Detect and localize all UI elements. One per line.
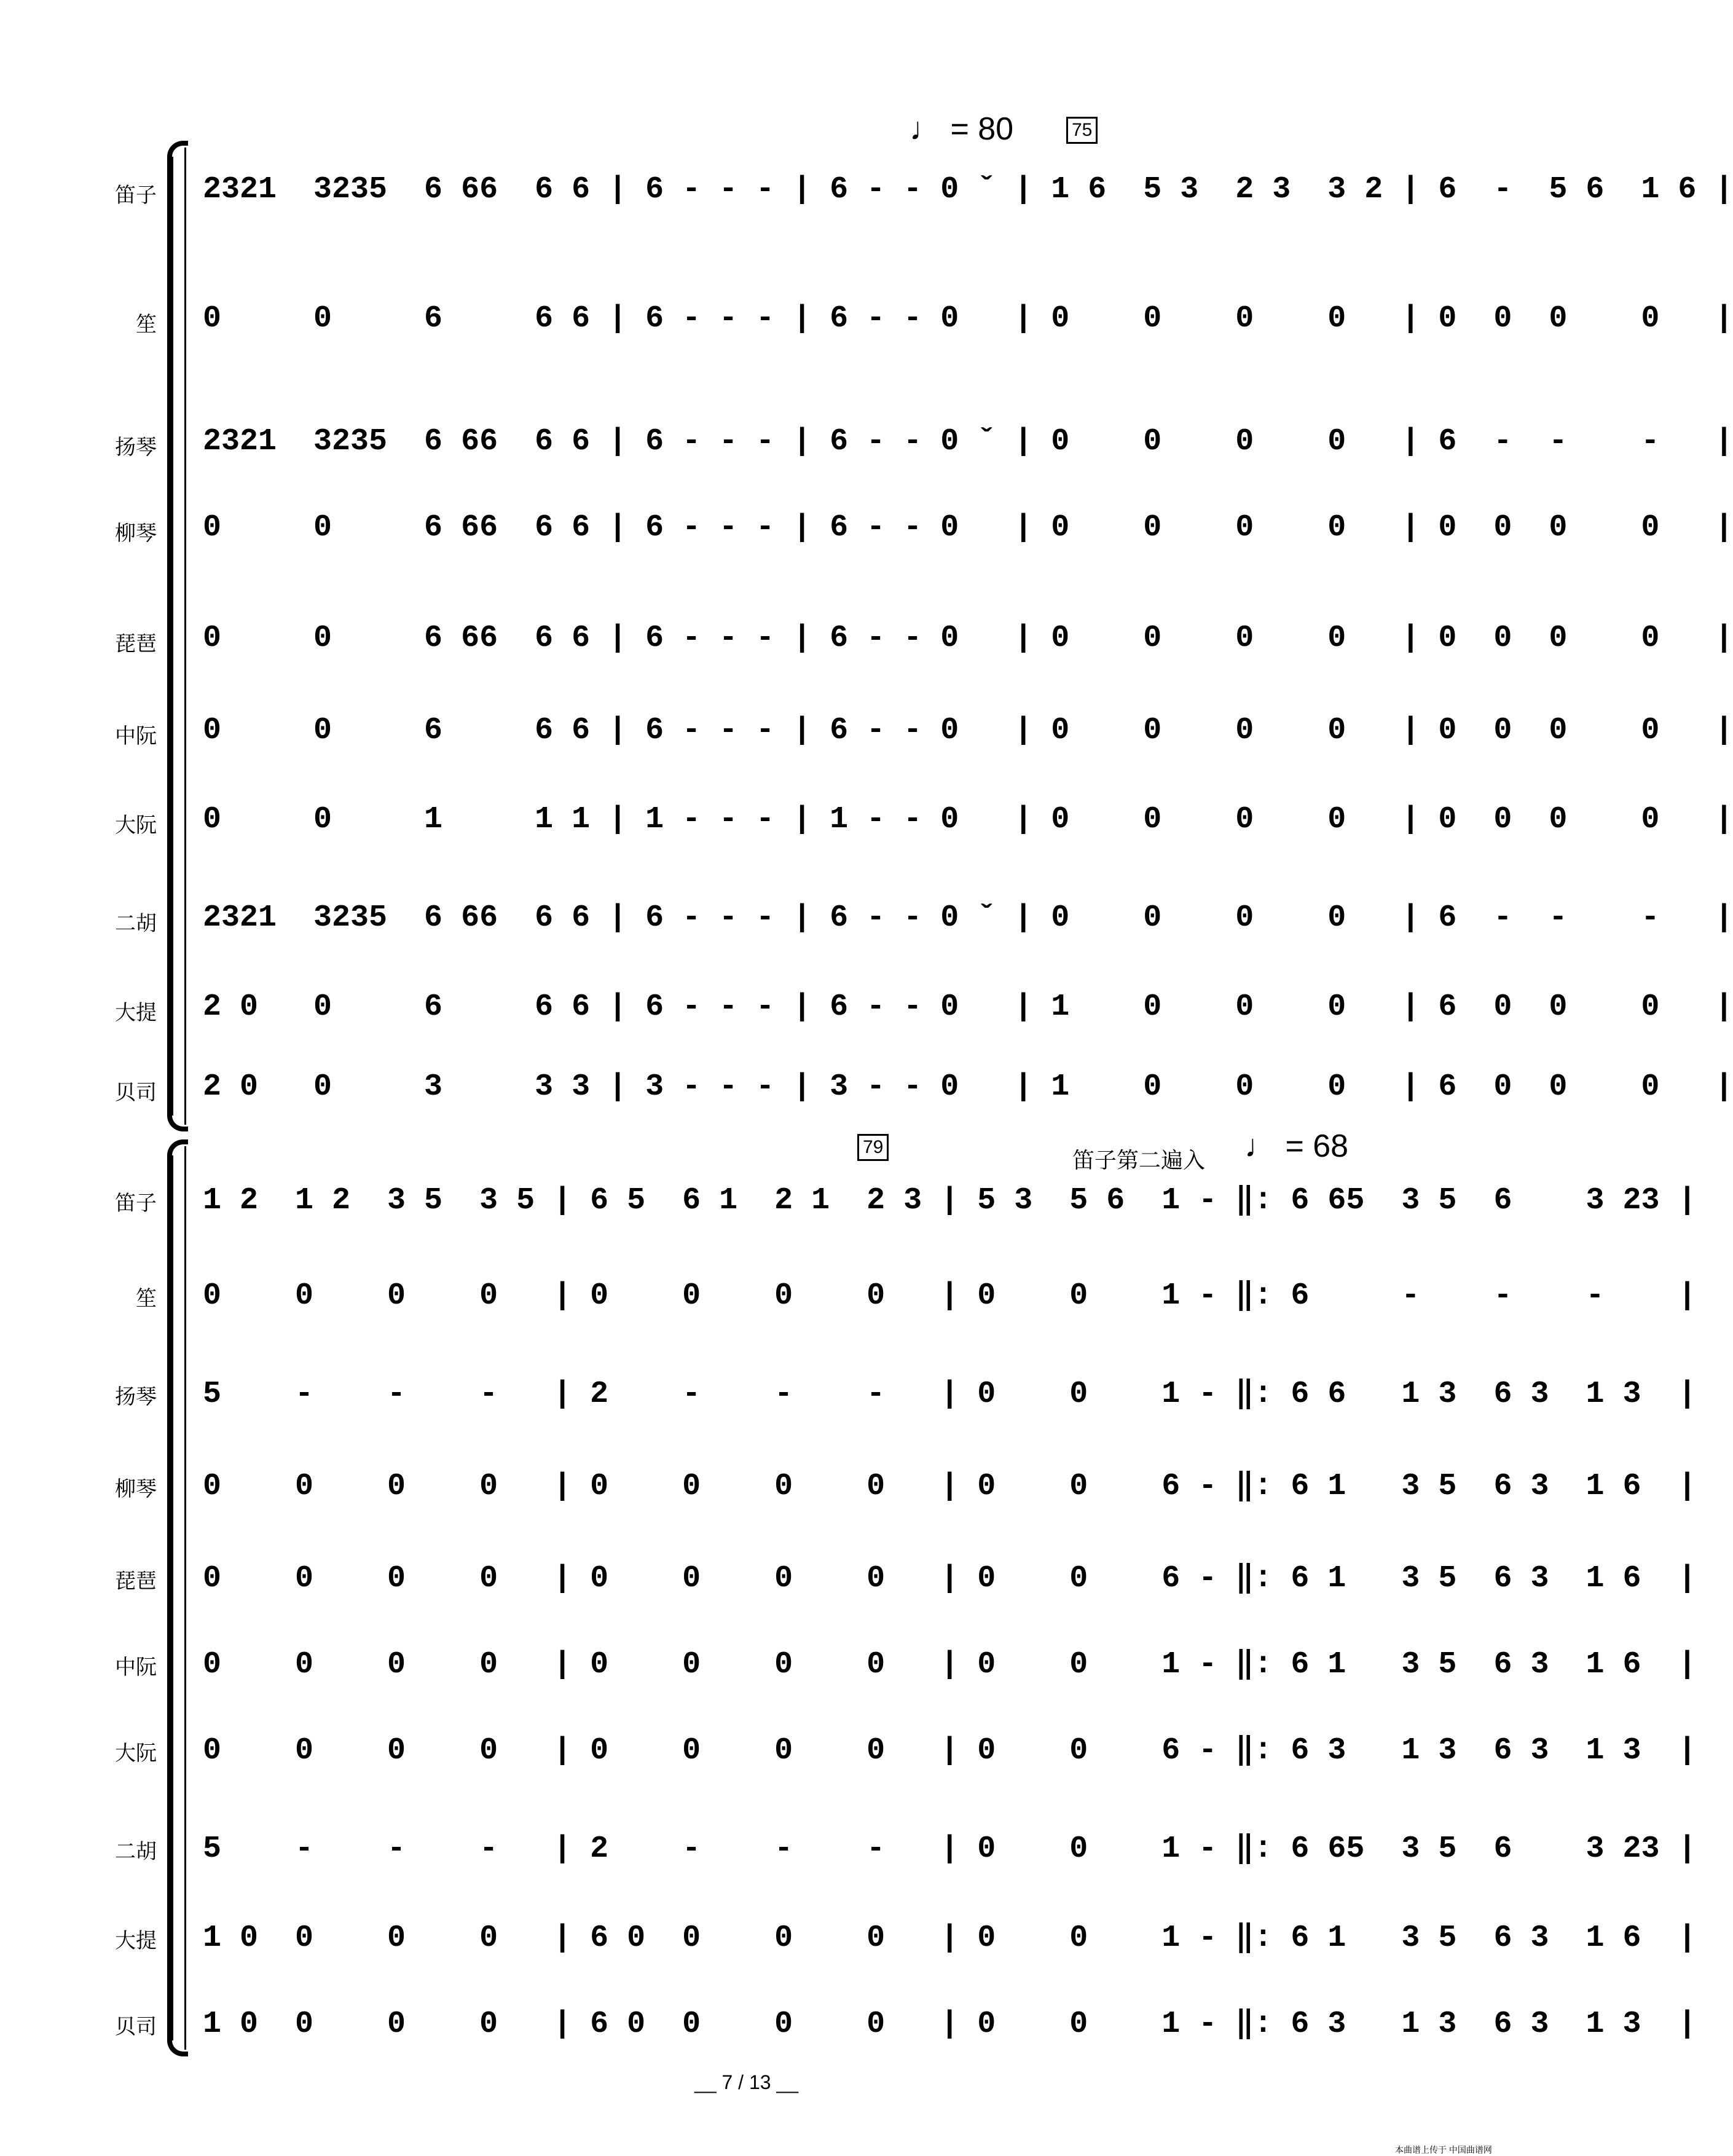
staff-row: 0 0 6 6 6 | 6 - - - | 6 - - 0 | 0 0 0 0 | 0 0 0 0 | <box>203 713 1733 748</box>
staff-row: 0 0 0 0 | 0 0 0 0 | 0 0 6 - ‖: 6 1 3 5 6 3 1 6 | <box>203 1561 1697 1596</box>
staff-row: 0 0 0 0 | 0 0 0 0 | 0 0 6 - ‖: 6 1 3 5 6 3 1 6 | <box>203 1469 1697 1504</box>
staff-row: 2321 3235 6 66 6 6 | 6 - - - | 6 - - 0 ˇ | 0 0 0 0 | 6 - - - | <box>203 424 1733 459</box>
staff-row: 2321 3235 6 66 6 6 | 6 - - - | 6 - - 0 ˇ | 1 6 5 3 2 3 3 2 | 6 - 5 6 1 6 | <box>203 172 1733 207</box>
system-1-bracket <box>167 157 173 1115</box>
staff-row: 2321 3235 6 66 6 6 | 6 - - - | 6 - - 0 ˇ | 0 0 0 0 | 6 - - - | <box>203 900 1733 935</box>
instrument-label: 扬琴 <box>115 436 157 459</box>
instrument-label: 笛子 <box>115 184 157 207</box>
staff-row: 0 0 0 0 | 0 0 0 0 | 0 0 6 - ‖: 6 3 1 3 6 3 1 3 | <box>203 1733 1697 1768</box>
instrument-label: 笙 <box>136 313 157 336</box>
staff-row: 2 0 0 3 3 3 | 3 - - - | 3 - - 0 | 1 0 0 0 | 6 0 0 0 | <box>203 1069 1733 1104</box>
staff-row: 0 0 0 0 | 0 0 0 0 | 0 0 1 - ‖: 6 1 3 5 6 3 1 6 | <box>203 1647 1697 1682</box>
instrument-label: 笙 <box>136 1287 157 1310</box>
instrument-label: 琵琶 <box>115 632 157 656</box>
staff-row: 0 0 6 66 6 6 | 6 - - - | 6 - - 0 | 0 0 0 0 | 0 0 0 0 | <box>203 621 1733 656</box>
instrument-label: 笛子 <box>115 1192 157 1215</box>
staff-row: 1 2 1 2 3 5 3 5 | 6 5 6 1 2 1 2 3 | 5 3 5 6 1 - ‖: 6 65 3 5 6 3 23 | <box>203 1183 1697 1218</box>
instrument-label: 柳琴 <box>115 1477 157 1501</box>
tempo-mark-80: ♩ = 80 <box>910 111 1014 147</box>
instrument-label: 贝司 <box>115 2015 157 2039</box>
system-2-bracket <box>167 1155 173 2040</box>
instrument-label: 柳琴 <box>115 522 157 545</box>
system-2-line <box>184 1146 186 2050</box>
instrument-label: 二胡 <box>115 912 157 935</box>
instrument-label: 大提 <box>115 1929 157 1953</box>
staff-row: 5 - - - | 2 - - - | 0 0 1 - ‖: 6 6 1 3 6 3 1 3 | <box>203 1377 1697 1412</box>
staff-row: 0 0 1 1 1 | 1 - - - | 1 - - 0 | 0 0 0 0 | 0 0 0 0 | <box>203 802 1733 837</box>
instrument-label: 扬琴 <box>115 1385 157 1409</box>
system-1-line <box>184 148 186 1125</box>
staff-row: 5 - - - | 2 - - - | 0 0 1 - ‖: 6 65 3 5 6 3 23 | <box>203 1831 1697 1867</box>
credit-text: 本曲谱上传于 中国曲谱网 <box>1395 2145 1492 2155</box>
instrument-label: 大阮 <box>115 1742 157 1765</box>
instrument-label: 贝司 <box>115 1081 157 1104</box>
staff-row: 1 0 0 0 0 | 6 0 0 0 0 | 0 0 1 - ‖: 6 3 1 3 6 3 1 3 | <box>203 2007 1697 2042</box>
page-number: __ 7 / 13 __ <box>694 2071 799 2093</box>
cue-text: 笛子第二遍入 <box>1072 1147 1206 1173</box>
staff-row: 0 0 6 66 6 6 | 6 - - - | 6 - - 0 | 0 0 0 0 | 0 0 0 0 | <box>203 510 1733 545</box>
instrument-label: 大阮 <box>115 814 157 837</box>
instrument-label: 中阮 <box>115 725 157 748</box>
instrument-label: 中阮 <box>115 1656 157 1679</box>
rehearsal-mark-79: 79 <box>857 1134 889 1161</box>
tempo-mark-68: ♩ = 68 <box>1244 1128 1349 1164</box>
instrument-label: 二胡 <box>115 1840 157 1863</box>
staff-row: 0 0 0 0 | 0 0 0 0 | 0 0 1 - ‖: 6 - - - | <box>203 1278 1697 1313</box>
instrument-label: 琵琶 <box>115 1570 157 1593</box>
rehearsal-mark-75: 75 <box>1066 117 1098 144</box>
staff-row: 1 0 0 0 0 | 6 0 0 0 0 | 0 0 1 - ‖: 6 1 3 5 6 3 1 6 | <box>203 1921 1697 1956</box>
staff-row: 2 0 0 6 6 6 | 6 - - - | 6 - - 0 | 1 0 0 0 | 6 0 0 0 | <box>203 989 1733 1025</box>
instrument-label: 大提 <box>115 1001 157 1025</box>
staff-row: 0 0 6 6 6 | 6 - - - | 6 - - 0 | 0 0 0 0 | 0 0 0 0 | <box>203 301 1733 336</box>
